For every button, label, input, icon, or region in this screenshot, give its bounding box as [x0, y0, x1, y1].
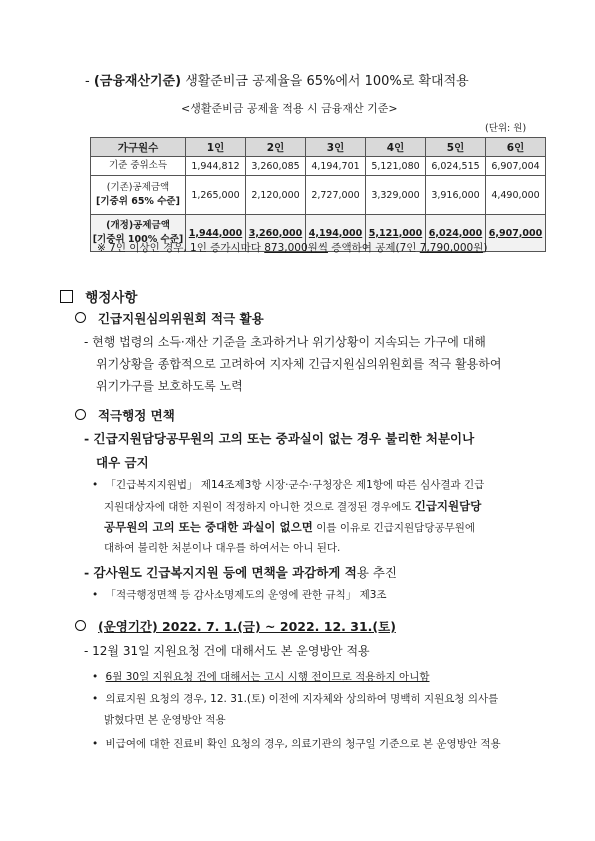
note-amount2: 7,790,000원	[419, 242, 484, 254]
item3-bullet2	[92, 692, 498, 706]
table-cell: 5,121,000	[366, 215, 426, 252]
item2-heading	[75, 407, 175, 424]
item3-sub: - 12월 31일 지원요청 건에 대해서도 본 운영방안 적용	[84, 644, 370, 658]
item2-sub2	[84, 565, 397, 581]
item3-bullet1	[92, 670, 430, 684]
square-bullet-icon	[60, 290, 73, 303]
header-cell: 3인	[306, 138, 366, 157]
item2-bullet2	[92, 588, 387, 602]
financial-asset-table	[90, 137, 546, 252]
table-cell: 6,907,000	[486, 215, 546, 252]
heading-rest: 생활준비금 공제율을 65%에서 100%로 확대적용	[181, 74, 469, 89]
table-caption: <생활준비금 공제율 적용 시 금융재산 기준>	[181, 102, 398, 115]
table-note	[97, 241, 487, 255]
table-cell: 6,907,004	[486, 157, 546, 176]
bullet-text: 「긴급복지지원법」 제14조제3항 시장·군수·구청장은 제1항에 따른 심사결과 긴급	[105, 479, 485, 491]
item3-heading	[75, 618, 396, 635]
table-cell: 4,194,701	[306, 157, 366, 176]
table-cell: 4,194,000	[306, 215, 366, 252]
table-cell: 1,944,000	[186, 215, 246, 252]
bullet-text: 「적극행정면책 등 감사소명제도의 운영에 관한 규칙」 제3조	[105, 589, 387, 601]
admin-section-title	[60, 289, 137, 307]
item-title: 긴급지원심의위원회 적극 활용	[97, 311, 264, 326]
table-cell: 3,260,000	[246, 215, 306, 252]
table-cell: 5,121,080	[366, 157, 426, 176]
item2-bullet1-cont	[104, 520, 475, 535]
table-cell: 1,944,812	[186, 157, 246, 176]
row-label-line: [기중위 100% 수준]	[92, 234, 184, 245]
bullet-text-bold: 긴급지원담당	[414, 499, 482, 513]
bullet-text: 지원대상자에 대한 지원이 적정하지 아니한 것으로 결정된 경우에도	[104, 501, 415, 513]
table-cell: 3,329,000	[366, 176, 426, 215]
bullet-dot: •	[92, 479, 99, 491]
circle-bullet-icon	[75, 620, 86, 631]
note-middle: 증액하여 공제(7인	[327, 242, 420, 254]
note-amount: 873,000원씩	[264, 242, 328, 254]
table-cell: 2,120,000	[246, 176, 306, 215]
bullet-text: 의료지원 요청의 경우, 12. 31.(토) 이전에 지자체와 상의하여 명백히 지원요청 의사를	[105, 693, 499, 705]
bullet-dot: •	[92, 589, 99, 601]
header-cell: 5인	[426, 138, 486, 157]
table-cell: 3,916,000	[426, 176, 486, 215]
bullet-dot: •	[92, 738, 99, 750]
header-cell: 4인	[366, 138, 426, 157]
bullet-text-bold: 공무원의 고의 또는 중대한 과실이 없으면	[104, 520, 313, 534]
circle-bullet-icon	[75, 312, 86, 323]
note-suffix: )	[483, 242, 488, 254]
item3-bullet2-cont: 밝혔다면 본 운영방안 적용	[104, 714, 226, 726]
header-cell: 가구원수	[91, 138, 186, 157]
section-title: 행정사항	[85, 290, 138, 306]
item1-line: 위기가구를 보호하도록 노력	[96, 379, 243, 393]
header-cell: 2인	[246, 138, 306, 157]
bullet-dot: •	[92, 693, 99, 705]
header-cell: 1인	[186, 138, 246, 157]
item1-heading	[75, 310, 264, 327]
header-cell: 6인	[486, 138, 546, 157]
table-cell: 6,024,000	[426, 215, 486, 252]
bullet-text: 6월 30일 지원요청 건에 대해서는 고시 시행 전이므로 적용하지 아니함	[105, 671, 430, 683]
table-cell: 6,024,515	[426, 157, 486, 176]
asset-heading	[85, 74, 469, 90]
item2-bullet1-cont	[104, 499, 481, 514]
unit-label: (단위: 원)	[485, 123, 527, 134]
item2-bullet1-cont: 대하여 불리한 처분이나 대우를 하여서는 아니 된다.	[104, 542, 341, 554]
table-row	[91, 157, 546, 176]
note-prefix: ※ 7인 이상인 경우, 1인 증가시마다	[97, 242, 265, 254]
bullet-text: 비급여에 대한 진료비 확인 요청의 경우, 의료기관의 청구일 기준으로 본 운영방안 적용	[105, 738, 501, 750]
item-title: (운영기간) 2022. 7. 1.(금) ~ 2022. 12. 31.(토)	[97, 619, 396, 634]
heading-bold: (금융재산기준)	[93, 74, 182, 89]
row-label-line: [기중위 65% 수준]	[96, 196, 180, 207]
item1-line: 위기상황을 종합적으로 고려하여 지자체 긴급지원심의위원회를 적극 활용하여	[96, 357, 502, 371]
table-cell: 2,727,000	[306, 176, 366, 215]
table-header-row	[91, 138, 546, 157]
item2-sub1-line: 대우 금지	[96, 455, 149, 470]
item-title: 적극행정 면책	[97, 408, 175, 423]
sub2-rest: 용 추진	[356, 565, 398, 580]
bullet-dot: •	[92, 671, 99, 683]
item2-sub1-line: - 긴급지원담당공무원의 고의 또는 중과실이 없는 경우 불리한 처분이나	[84, 431, 475, 446]
item3-bullet3	[92, 737, 501, 751]
row-label	[91, 176, 186, 215]
row-label: 기준 중위소득	[91, 157, 186, 176]
item2-bullet1	[92, 478, 484, 492]
heading-dash: -	[85, 74, 94, 89]
row-label-line: (기존)공제금액	[106, 182, 170, 193]
bullet-text: 이를 이유로 긴급지원담당공무원에	[312, 522, 476, 534]
table-row	[91, 176, 546, 215]
table-cell: 4,490,000	[486, 176, 546, 215]
table-cell: 3,260,085	[246, 157, 306, 176]
item1-line: - 현행 법령의 소득·재산 기준을 초과하거나 위기상황이 지속되는 가구에 대해	[84, 335, 486, 349]
table-cell: 1,265,000	[186, 176, 246, 215]
circle-bullet-icon	[75, 409, 86, 420]
row-label-line: (개정)공제금액	[106, 220, 170, 231]
sub2-bold: - 감사원도 긴급복지지원 등에 면책을 과감하게 적	[84, 565, 357, 580]
